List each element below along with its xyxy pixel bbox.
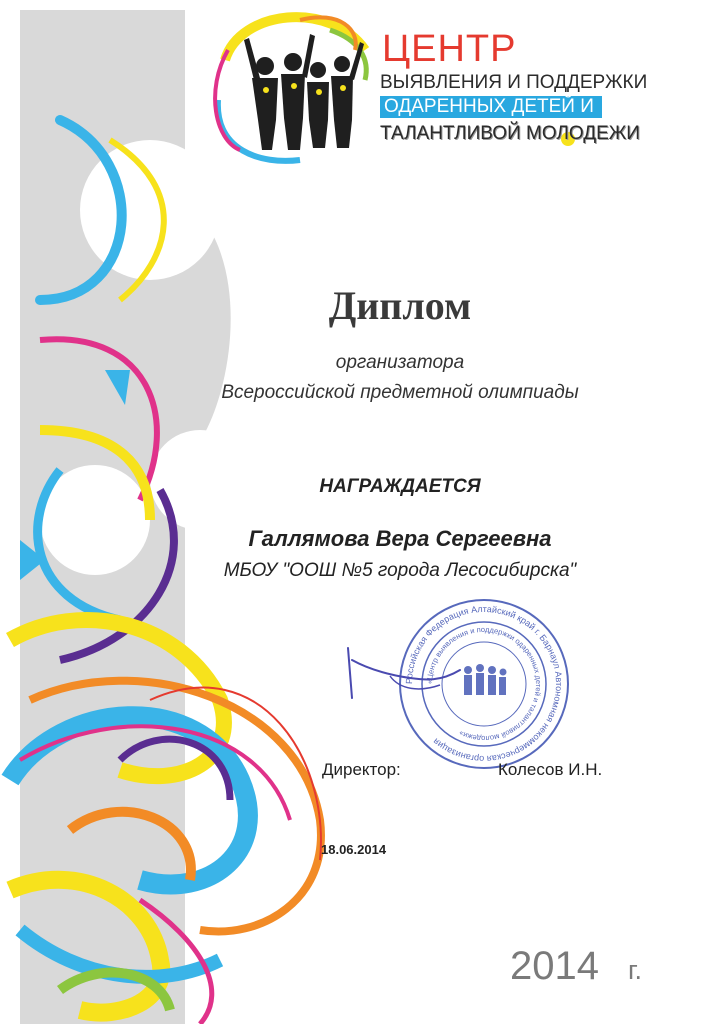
subtitle-line-2: Всероссийской предметной олимпиады (221, 382, 579, 403)
logo-line-1: ЦЕНТР (382, 28, 517, 70)
director-label: Директор: (322, 760, 401, 779)
handwritten-signature (330, 630, 480, 720)
recipient-name: Галлямова Вера Сергеевна (248, 526, 552, 551)
year-suffix: г. (628, 955, 643, 985)
organization-name: МБОУ "ООШ №5 города Лесосибирска" (223, 560, 577, 581)
stamp-inner-text: «Центр выявления и поддержки одаренных детей и талантливой молодежи» (424, 624, 544, 744)
issue-date: 18.06.2014 (321, 842, 387, 857)
medal-3 (316, 89, 322, 95)
subtitle-line-1: организатора (335, 352, 465, 373)
logo-line-4: ТАЛАНТЛИВОЙ МОЛОДЕЖИ (380, 123, 640, 144)
awarded-label: НАГРАЖДАЕТСЯ (319, 476, 481, 497)
stamp-outer-text: Российская Федерация Алтайский край г. Барнаул Автономная некоммерческая организация (403, 603, 565, 765)
children-silhouettes-icon (244, 34, 364, 150)
logo-line-2: ВЫЯВЛЕНИЯ И ПОДДЕРЖКИ (380, 72, 648, 93)
medal-4 (340, 85, 346, 91)
director-name: Колесов И.Н. (498, 760, 603, 779)
logo-line-3: ОДАРЕННЫХ ДЕТЕЙ И (380, 96, 602, 118)
medal-2 (291, 83, 297, 89)
medal-1 (263, 87, 269, 93)
year-number: 2014 (510, 944, 599, 988)
diploma-title: Диплом (328, 283, 472, 328)
